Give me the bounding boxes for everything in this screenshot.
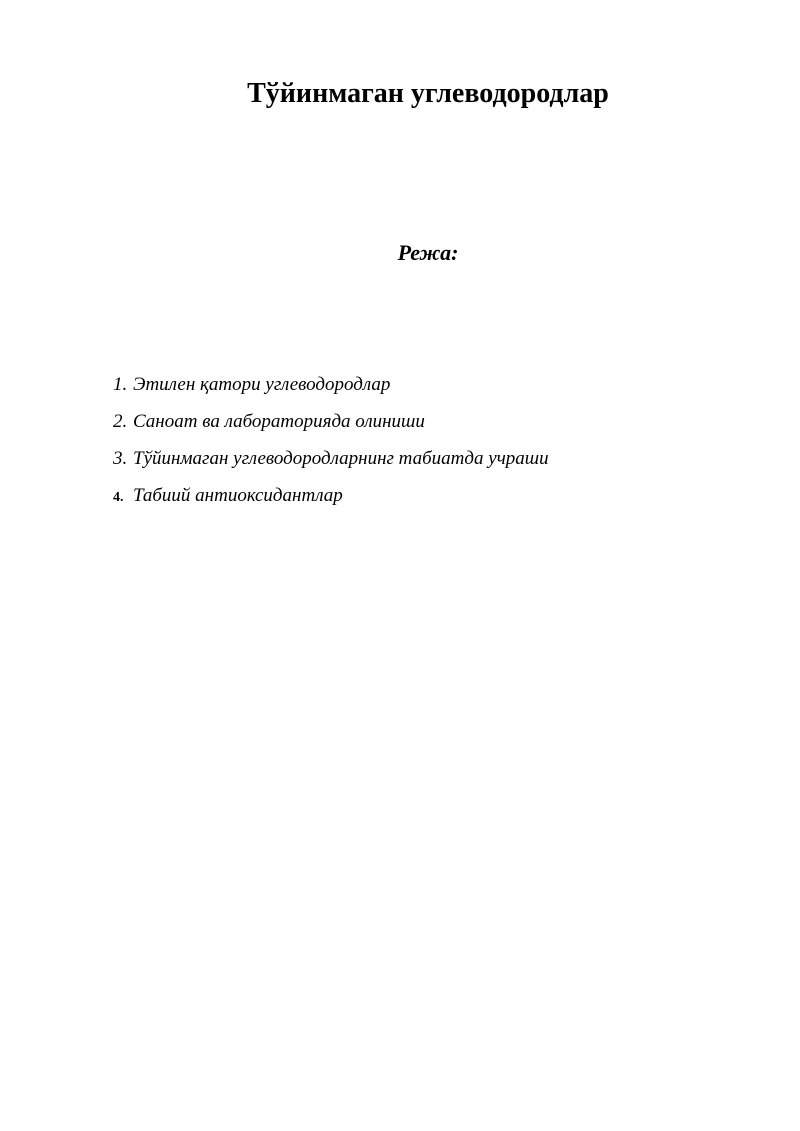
plan-heading: Режа: xyxy=(397,240,459,265)
plan-item xyxy=(113,407,549,444)
plan-item xyxy=(113,481,549,518)
plan-item xyxy=(113,444,549,481)
plan-item-number: 2. xyxy=(113,411,128,432)
plan-item-number: 4. xyxy=(113,490,124,505)
plan-item-text: Табиий антиоксидантлар xyxy=(133,485,343,506)
page-title: Тўйинмаган углеводородлар xyxy=(247,78,609,109)
plan-item xyxy=(113,370,549,407)
plan-item-text: Саноат ва лабораторияда олиниши xyxy=(133,411,425,432)
plan-item-text: Этилен қатори углеводородлар xyxy=(133,374,391,395)
plan-item-number: 1. xyxy=(113,374,128,395)
plan-list xyxy=(113,370,549,518)
plan-item-number: 3. xyxy=(113,448,128,469)
plan-item-text: Тўйинмаган углеводородларнинг табиатда учраши xyxy=(133,448,549,469)
